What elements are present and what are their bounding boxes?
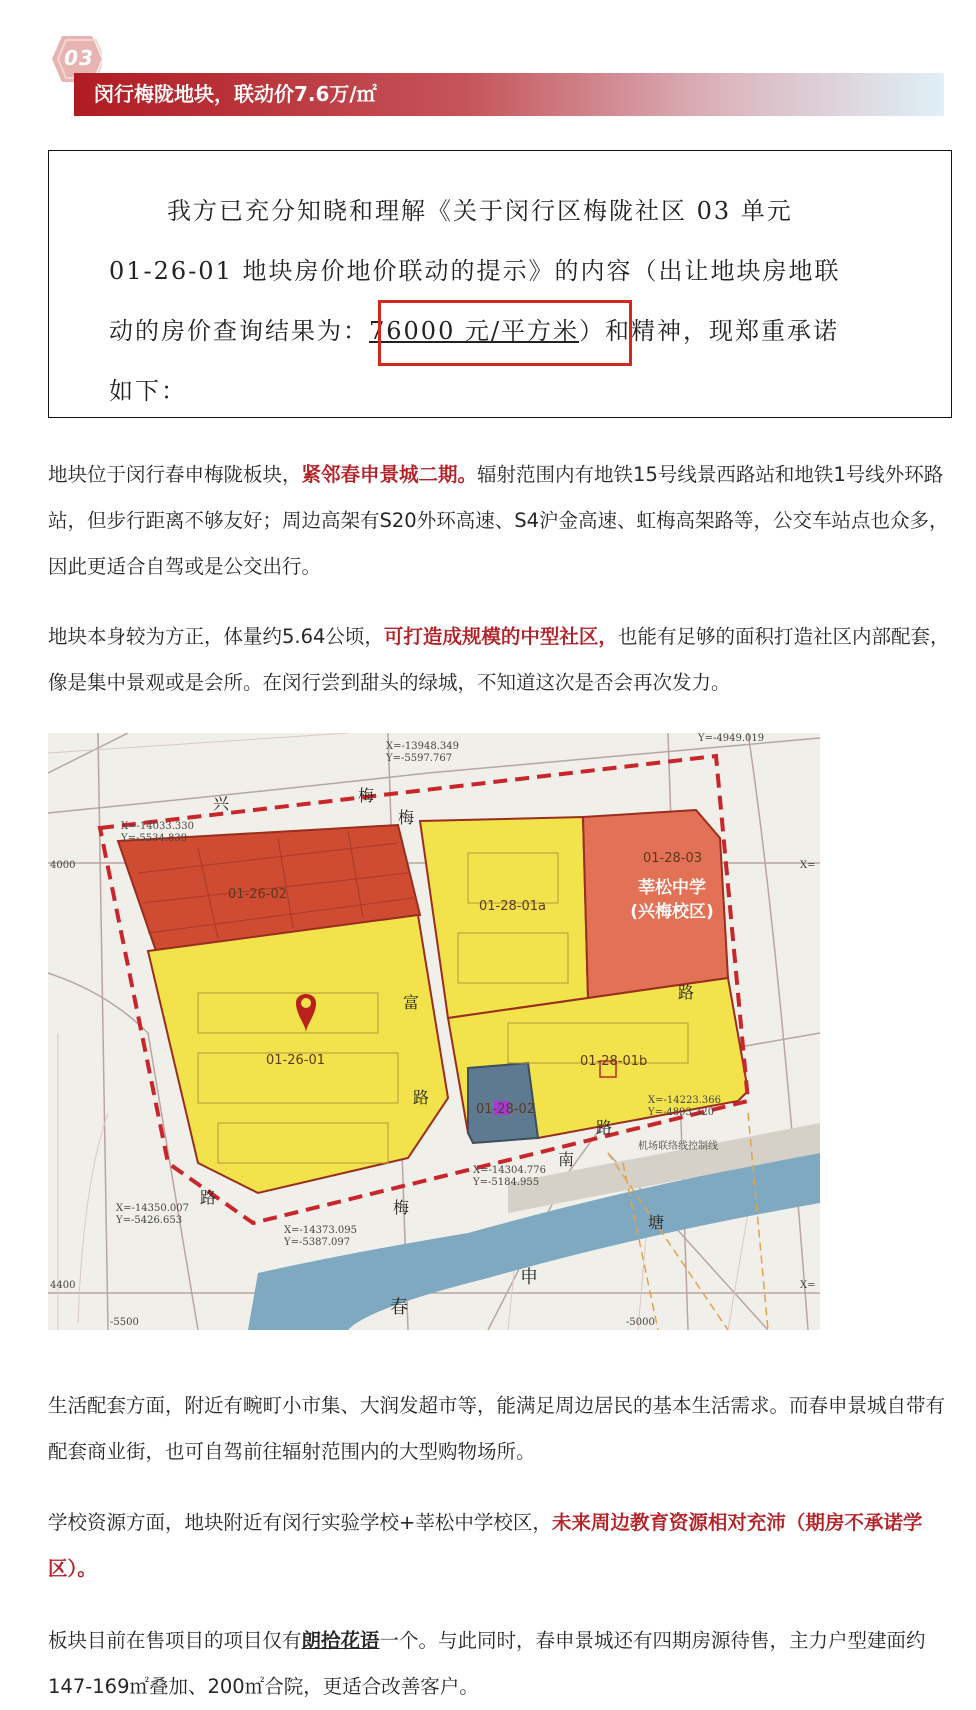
paragraph-projects: [48, 1618, 956, 1710]
grid-4000: 4000: [50, 860, 76, 871]
paragraph-amenities: 生活配套方面，附近有畹町小市集、大润发超市等，能满足周边居民的基本生活需求。而春申景城自带有配套商业街，也可自驾前往辐射范围内的大型购物场所。: [48, 1394, 946, 1463]
coord-1-y: Y=-5534.839: [121, 833, 188, 844]
p2-text-b: 也能有足够的面积打造社区内部配套，像是集中景观或是会所。在闵行尝到甜头的绿城，不知道这次是否会再次发力。: [48, 625, 950, 694]
plot-label-01280b: 01-28-01b: [580, 1054, 648, 1069]
paragraph-schools: [48, 1500, 956, 1592]
section-number: 03: [64, 46, 94, 70]
excerpt-line-2: 01-26-01 地块房价地价联动的提示》的内容（出让地块房地联: [109, 257, 841, 285]
road-nan: 南: [558, 1150, 575, 1169]
plot-label-012803: 01-28-03: [643, 851, 703, 866]
road-lu-3: 路: [678, 983, 695, 1002]
road-fu: 富: [403, 993, 420, 1012]
road-xing: 兴: [213, 794, 230, 813]
paragraph-location: [48, 452, 956, 590]
coord-7-x: X=-14223.366: [648, 1095, 721, 1106]
road-lu-2: 路: [200, 1188, 217, 1207]
section-header: [74, 73, 944, 116]
road-chun: 春: [390, 1297, 408, 1318]
plot-map-svg: [48, 733, 820, 1330]
coord-1-x: X=-14033.330: [121, 821, 194, 832]
excerpt-line-3-suffix: ）和精神，现郑重承诺: [579, 317, 840, 345]
grid-5500: -5500: [110, 1317, 139, 1328]
p2-text-a: 地块本身较为方正，体量约5.64公顷，: [48, 625, 384, 648]
facility-label: 机场联络线控制线: [638, 1141, 718, 1152]
grid-x-2: X=: [800, 1280, 816, 1291]
p1-highlight: 紧邻春申景城二期。: [301, 463, 478, 486]
coord-3-y: Y=-4949.019: [698, 733, 765, 744]
price-highlight-box: [378, 300, 632, 366]
school-campus: (兴梅校区): [630, 902, 714, 922]
road-mei-1: 梅: [358, 786, 375, 805]
plot-label-012602: 01-26-02: [228, 887, 288, 902]
coord-4-x: X=-14350.007: [116, 1203, 189, 1214]
road-shen: 申: [520, 1267, 538, 1288]
p4-highlight: 未来周边教育资源相对充沛（期房不承诺学区）。: [48, 1511, 923, 1580]
plot-label-01280a: 01-28-01a: [479, 899, 546, 914]
excerpt-line-4: 如下：: [109, 377, 187, 405]
grid-x-1: X=: [800, 860, 816, 871]
project-name: 朗拾花语: [301, 1629, 380, 1652]
plot-label-012601: 01-26-01: [266, 1053, 326, 1068]
p4-text-a: 学校资源方面，地块附近有闵行实验学校+莘松中学校区，: [48, 1511, 552, 1534]
grid-5000: -5000: [626, 1317, 655, 1328]
coord-7-y: Y=-4893.320: [648, 1107, 715, 1118]
excerpt-line-3-prefix: 动的房价查询结果为：: [109, 317, 369, 345]
coord-6-x: X=-14304.776: [473, 1165, 546, 1176]
road-tang: 塘: [648, 1213, 665, 1232]
p2-highlight: 可打造成规模的中型社区，: [383, 625, 618, 648]
grid-4400: 4400: [50, 1280, 76, 1291]
road-mei-2: 梅: [398, 808, 415, 827]
excerpt-line-1: 我方已充分知晓和理解《关于闵行区梅陇社区 03 单元: [167, 197, 793, 225]
plot-label-012802: 01-28-02: [476, 1102, 536, 1117]
coord-5-x: X=-14373.095: [284, 1225, 357, 1236]
section-title: 闵行梅陇地块，联动价7.6万/㎡: [94, 82, 377, 106]
coord-2-x: X=-13948.349: [386, 741, 459, 752]
road-lu-1: 路: [413, 1088, 430, 1107]
p1-text-a: 地块位于闵行春申梅陇板块，: [48, 463, 302, 486]
p1-text-b: 辐射范围内有地铁15号线景西路站和地铁1号线外环路站，但步行距离不够友好；周边高架有S20外环高速、S4沪金高速、虹梅高架路等，公交车站点也众多，因此更适合自驾或是公交出行。: [48, 463, 949, 578]
coord-2-y: Y=-5597.767: [386, 753, 453, 764]
p5-text-b: 一个。与此同时，春申景城还有四期房源待售，主力户型建面约147-169㎡叠加、200㎡合院，更适合改善客户。: [48, 1629, 926, 1698]
linkage-price-value: 76000 元/平方米: [369, 317, 580, 345]
coord-6-y: Y=-5184.955: [473, 1177, 540, 1188]
plot-map: [48, 733, 820, 1330]
p5-text-a: 板块目前在售项目的项目仅有: [48, 1629, 302, 1652]
road-mei-3: 梅: [393, 1198, 410, 1217]
road-lu-4: 路: [596, 1118, 613, 1137]
school-name: 莘松中学: [638, 878, 706, 898]
coord-4-y: Y=-5426.653: [116, 1215, 183, 1226]
paragraph-plot: [48, 614, 956, 706]
coord-5-y: Y=-5387.097: [284, 1237, 351, 1248]
document-excerpt: [48, 150, 952, 418]
